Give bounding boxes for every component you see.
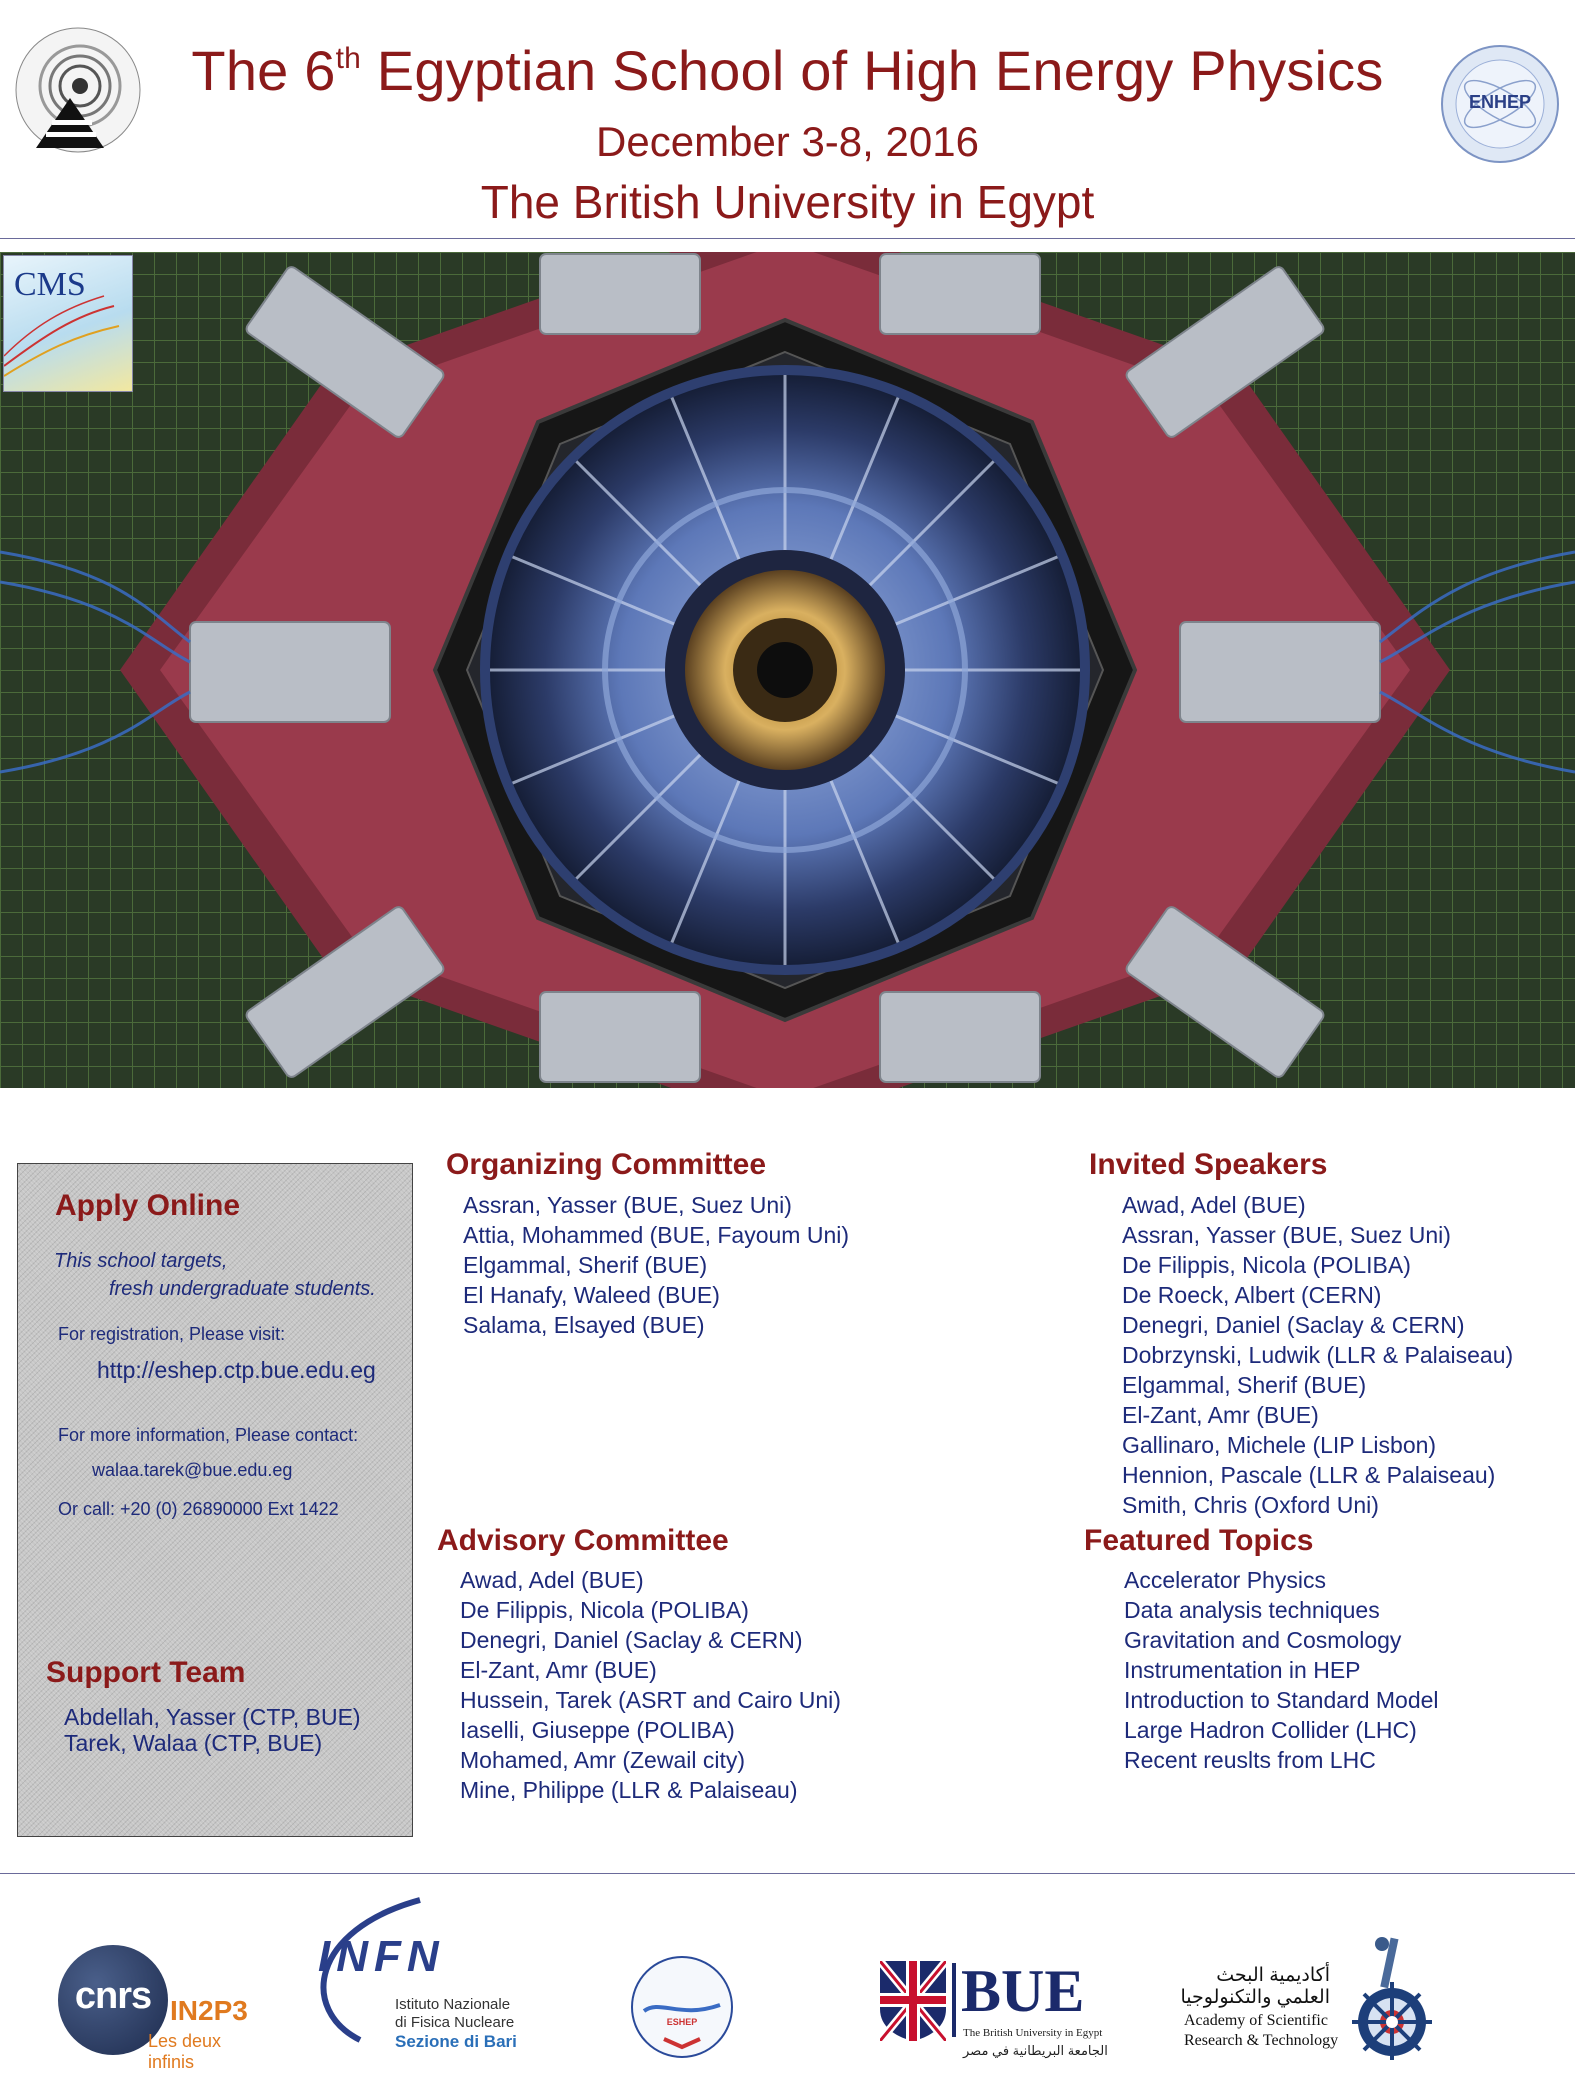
apply-panel <box>17 1163 413 1837</box>
organizing-committee-heading: Organizing Committee <box>446 1148 767 1181</box>
list-item: De Filippis, Nicola (POLIBA) <box>460 1597 749 1623</box>
support-member: Tarek, Walaa (CTP, BUE) <box>64 1730 323 1756</box>
advisory-committee-heading: Advisory Committee <box>437 1524 729 1557</box>
cms-logo <box>3 255 133 392</box>
list-item: Hennion, Pascale (LLR & Palaiseau) <box>1122 1462 1496 1488</box>
event-venue: The British University in Egypt <box>480 176 1095 228</box>
list-item: El-Zant, Amr (BUE) <box>460 1657 657 1683</box>
list-item: Gravitation and Cosmology <box>1124 1627 1402 1653</box>
featured-topics-heading: Featured Topics <box>1084 1524 1314 1557</box>
list-item: De Roeck, Albert (CERN) <box>1122 1282 1382 1308</box>
list-item: Large Hadron Collider (LHC) <box>1124 1717 1417 1743</box>
list-item: Hussein, Tarek (ASRT and Cairo Uni) <box>460 1687 841 1713</box>
infn-line-2: di Fisica Nucleare <box>395 2014 515 2031</box>
target-line-2: fresh undergraduate students. <box>109 1278 376 1300</box>
contact-phone: Or call: +20 (0) 26890000 Ext 1422 <box>58 1499 339 1519</box>
contact-email[interactable]: walaa.tarek@bue.edu.eg <box>92 1460 293 1480</box>
cnrs-sub-text: Les deux infinis <box>148 2031 222 2072</box>
list-item: Denegri, Daniel (Saclay & CERN) <box>460 1627 803 1653</box>
list-item: Introduction to Standard Model <box>1124 1687 1439 1713</box>
list-item: El-Zant, Amr (BUE) <box>1122 1402 1319 1428</box>
list-item: Data analysis techniques <box>1124 1597 1380 1623</box>
cnrs-logo-text: cnrs <box>74 1975 152 2017</box>
list-item: Dobrzynski, Ludwik (LLR & Palaiseau) <box>1122 1342 1514 1368</box>
list-item: El Hanafy, Waleed (BUE) <box>463 1282 720 1308</box>
registration-link[interactable]: http://eshep.ctp.bue.edu.eg <box>97 1357 376 1383</box>
list-item: Gallinaro, Michele (LIP Lisbon) <box>1122 1432 1437 1458</box>
advisory-committee-list <box>460 1565 841 1805</box>
infn-logo-text: INFN <box>318 1932 445 1981</box>
list-item: Salama, Elsayed (BUE) <box>463 1312 705 1338</box>
info-label: For more information, Please contact: <box>58 1425 359 1445</box>
cnrs-logo <box>58 1945 268 2072</box>
apply-heading: Apply Online <box>55 1189 241 1222</box>
enhep-logo <box>1440 44 1560 164</box>
asrt-arabic-2: العلمي والتكنولوجيا <box>1180 1987 1330 2008</box>
eshep-logo-text: ESHEP <box>666 2017 698 2027</box>
list-item: Denegri, Daniel (Saclay & CERN) <box>1122 1312 1465 1338</box>
bue-english-name: The British University in Egypt <box>963 2027 1103 2039</box>
infn-line-1: Istituto Nazionale <box>395 1996 511 2013</box>
list-item: Assran, Yasser (BUE, Suez Uni) <box>463 1192 792 1218</box>
cms-detector-image <box>0 252 1575 1088</box>
infn-logo <box>300 1890 560 2050</box>
footer-divider <box>0 1873 1575 1874</box>
eshep-logo <box>630 1955 734 2059</box>
infn-line-3: Sezione di Bari <box>395 2032 517 2051</box>
invited-speakers-heading: Invited Speakers <box>1089 1148 1328 1181</box>
list-item: Mine, Philippe (LLR & Palaiseau) <box>460 1777 798 1803</box>
bue-arabic-name: الجامعة البريطانية في مصر <box>963 2043 1108 2058</box>
invited-speakers-list <box>1122 1190 1513 1520</box>
list-item: Instrumentation in HEP <box>1124 1657 1361 1683</box>
asrt-arabic-1: أكاديمية البحث <box>1216 1965 1330 1986</box>
list-item: Recent reuslts from LHC <box>1124 1747 1376 1773</box>
list-item: Awad, Adel (BUE) <box>460 1567 644 1593</box>
featured-topics-list <box>1124 1565 1439 1775</box>
event-dates: December 3-8, 2016 <box>596 118 979 165</box>
enhep-logo-text: ENHEP <box>1468 92 1531 112</box>
asrt-english-1: Academy of Scientific <box>1184 2012 1328 2029</box>
asrt-logo <box>1170 1930 1440 2065</box>
list-item: Smith, Chris (Oxford Uni) <box>1122 1492 1379 1518</box>
list-item: Elgammal, Sherif (BUE) <box>1122 1372 1367 1398</box>
list-item: De Filippis, Nicola (POLIBA) <box>1122 1252 1411 1278</box>
organizing-committee-list <box>463 1190 849 1340</box>
target-line-1: This school targets, <box>54 1250 228 1272</box>
list-item: Accelerator Physics <box>1124 1567 1326 1593</box>
list-item: Awad, Adel (BUE) <box>1122 1192 1306 1218</box>
support-team-heading: Support Team <box>46 1656 246 1689</box>
list-item: Mohamed, Amr (Zewail city) <box>460 1747 746 1773</box>
list-item: Assran, Yasser (BUE, Suez Uni) <box>1122 1222 1451 1248</box>
cms-logo-text: CMS <box>14 266 86 303</box>
page-title: The 6th Egyptian School of High Energy Physics <box>191 39 1384 102</box>
support-member: Abdellah, Yasser (CTP, BUE) <box>64 1704 361 1730</box>
asrt-english-2: Research & Technology <box>1184 2032 1339 2049</box>
bue-logo-text: BUE <box>961 1958 1085 2024</box>
list-item: Attia, Mohammed (BUE, Fayoum Uni) <box>463 1222 850 1248</box>
list-item: Elgammal, Sherif (BUE) <box>463 1252 708 1278</box>
cnrs-in2p3-text: IN2P3 <box>170 1995 248 2026</box>
header-divider <box>0 238 1575 239</box>
bue-divider <box>952 1963 956 2037</box>
registration-label: For registration, Please visit: <box>58 1324 286 1344</box>
list-item: Iaselli, Giuseppe (POLIBA) <box>460 1717 735 1743</box>
bue-logo <box>877 1957 1117 2067</box>
